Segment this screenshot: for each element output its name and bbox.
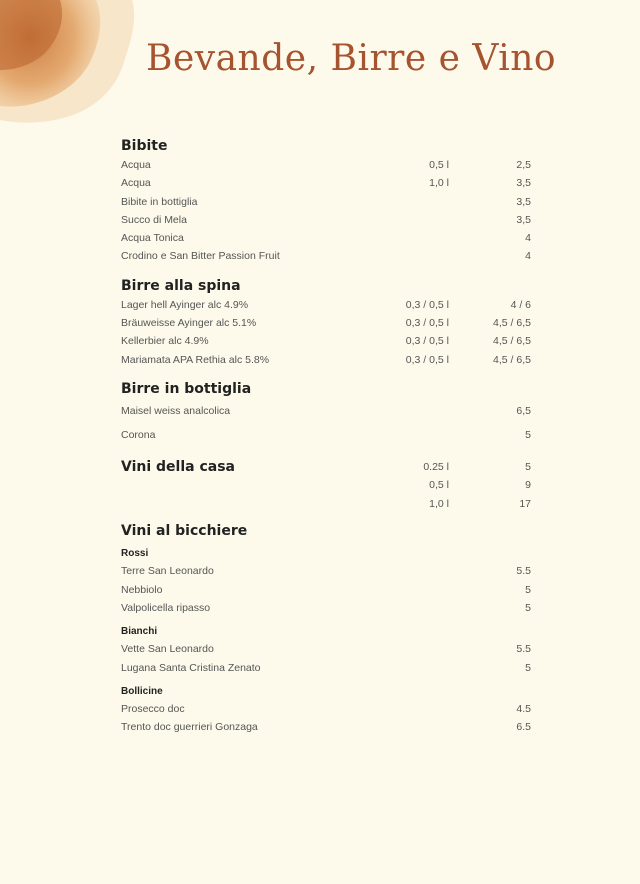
menu-item [121,640,531,658]
item-name: Lugana Santa Cristina Zenato [121,661,261,674]
item-price: 9 [525,479,531,492]
item-price: 6.5 [516,721,531,734]
item-price: 2,5 [516,159,531,171]
item-name: Acqua Tonica [121,232,184,245]
menu-item [121,599,531,617]
menu-item [121,156,531,174]
item-name: Maisel weiss analcolica [121,404,231,417]
item-name: Prosecco doc [121,702,185,715]
item-price: 3,5 [516,177,531,190]
item-price: 4,5 / 6,5 [493,335,531,348]
item-price: 5 [525,661,531,674]
item-price: 4,5 / 6,5 [493,317,531,330]
item-name: Bräuweisse Ayinger alc 5.1% [121,317,257,330]
item-name: Mariamata APA Rethia alc 5.8% [121,353,270,366]
menu-item [121,399,531,423]
menu-item [121,314,531,332]
item-price: 4,5 / 6,5 [493,353,531,366]
item-quantity: 0,3 / 0,5 l [405,298,449,311]
item-price: 5 [525,602,531,615]
item-quantity: 0,5 l [429,159,449,171]
item-name: Acqua [121,177,151,190]
menu-item [121,296,531,314]
menu-item [121,562,531,580]
subsection-bianchi [121,623,531,677]
item-quantity: 0.25 l [423,460,449,473]
item-price: 5 [525,428,531,441]
menu-item [121,174,531,192]
section-bibite [121,136,531,266]
menu-content [121,136,531,737]
subsection-bollicine [121,683,531,737]
item-name: Crodino e San Bitter Passion Fruit [121,250,280,263]
item-name: Terre San Leonardo [121,565,214,578]
section-vini-al-bicchiere [121,521,531,736]
item-quantity: 1,0 l [429,177,449,190]
item-name: Bibite in bottiglia [121,195,198,208]
subsection-heading: Bianchi [121,626,158,638]
item-name: Acqua [121,159,151,171]
menu-item [121,332,531,350]
section-heading: Birre alla spina [121,277,241,294]
section-birre-in-bottiglia [121,379,531,447]
item-name: Corona [121,428,156,441]
item-price: 4 [525,250,531,263]
watercolor-splash-decoration [0,0,140,130]
item-price: 5.5 [516,565,531,578]
item-name: Kellerbier alc 4.9% [121,335,209,348]
item-price: 6,5 [516,404,531,417]
menu-item [121,351,531,369]
menu-item [121,476,531,495]
item-name: Succo di Mela [121,213,187,226]
item-price: 4.5 [516,702,531,715]
section-heading: Vini al bicchiere [121,523,248,540]
menu-item [121,495,531,514]
item-quantity: 0,3 / 0,5 l [405,335,449,348]
subsection-rossi [121,545,531,617]
section-heading: Birre in bottiglia [121,380,252,397]
section-birre-alla-spina [121,276,531,369]
item-name: Nebbiolo [121,583,163,596]
menu-item [121,581,531,599]
section-heading: Bibite [121,138,168,154]
subsection-heading: Rossi [121,548,149,560]
section-vini-della-casa [121,457,531,514]
item-name: Vette San Leonardo [121,643,214,656]
menu-item [121,700,531,718]
menu-item [121,211,531,229]
item-name: Trento doc guerrieri Gonzaga [121,721,258,734]
item-quantity: 0,3 / 0,5 l [405,353,449,366]
item-price: 4 [525,232,531,245]
page-title: Bevande, Birre e Vino [146,38,557,79]
menu-item [121,247,531,265]
item-name: Lager hell Ayinger alc 4.9% [121,298,249,311]
item-price: 5 [525,583,531,596]
menu-item [121,458,531,477]
menu-item [121,718,531,736]
item-price: 5 [525,460,531,473]
menu-item [121,193,531,211]
subsection-heading: Bollicine [121,685,163,697]
item-quantity: 1,0 l [429,497,449,510]
item-quantity: 0,5 l [429,479,449,492]
menu-item [121,423,531,447]
item-name: Valpolicella ripasso [121,602,211,615]
item-price: 3,5 [516,195,531,208]
item-price: 3,5 [516,213,531,226]
item-price: 4 / 6 [510,298,531,311]
item-price: 17 [519,497,531,510]
section-heading: Vini della casa [121,458,235,475]
item-price: 5.5 [516,643,531,656]
menu-item [121,659,531,677]
item-quantity: 0,3 / 0,5 l [405,317,449,330]
menu-item [121,229,531,247]
